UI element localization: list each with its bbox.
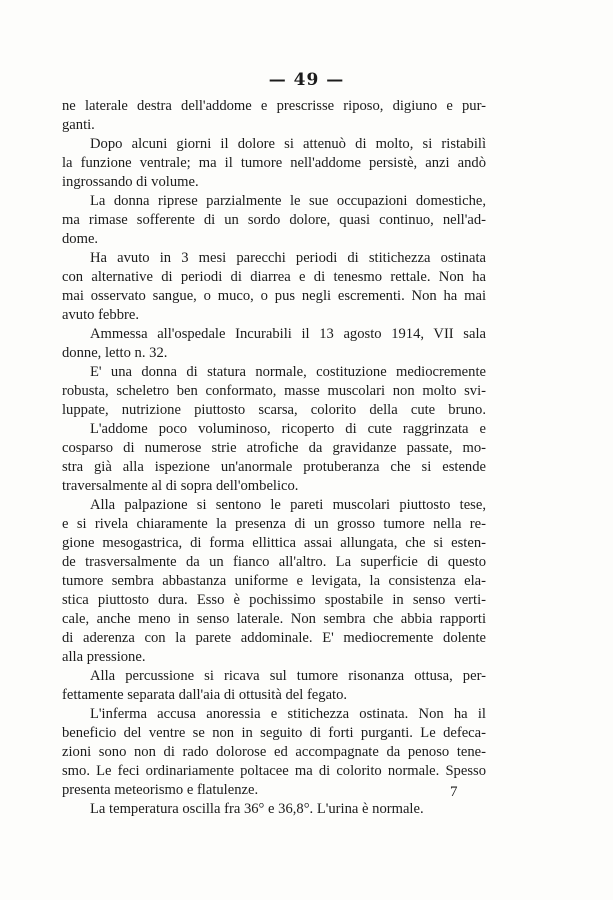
page-number: — 49 —	[268, 70, 345, 90]
text-line: la funzione ventrale; ma il tumore nell'addome persistè, anzi andò	[62, 155, 486, 171]
text-line: Alla percussione si ricava sul tumore risonanza ottusa, per-	[90, 668, 486, 684]
text-line: traversalmente al di sopra dell'ombelico.	[62, 478, 299, 494]
text-line: di aderenza con la parete addominale. E' mediocremente dolente	[62, 630, 486, 646]
text-line: La temperatura oscilla fra 36° e 36,8°. L'urina è normale.	[90, 801, 424, 817]
text-line: ma rimase sofferente di un sordo dolore, quasi continuo, nell'ad-	[62, 212, 486, 228]
text-line: cosparso di numerose strie atrofiche da gravidanze passate, mo-	[62, 440, 486, 456]
text-line: dome.	[62, 231, 99, 247]
text-line: gione mesogastrica, di forma ellittica assai allungata, che si esten-	[62, 535, 486, 551]
text-line: robusta, scheletro ben conformato, masse muscolari non molto svi-	[62, 383, 486, 399]
text-line: mai osservato sangue, o muco, o pus negli escrementi. Non ha mai	[62, 288, 486, 304]
text-line: smo. Le feci ordinariamente poltacee ma di colorito normale. Spesso	[62, 763, 486, 779]
text-line: Ha avuto in 3 mesi parecchi periodi di stitichezza ostinata	[90, 250, 486, 266]
text-line: Ammessa all'ospedale Incurabili il 13 agosto 1914, VII sala	[90, 326, 486, 342]
text-line: ne laterale destra dell'addome e prescrisse riposo, digiuno e pur-	[62, 98, 486, 114]
text-line: ingrossando di volume.	[62, 174, 199, 190]
text-line: avuto febbre.	[62, 307, 139, 323]
body-text	[62, 97, 486, 819]
text-line: tumore sembra abbastanza uniforme e levigata, la consistenza ela-	[62, 573, 486, 589]
text-line: cale, anche meno in senso laterale. Non sembra che abbia rapporti	[62, 611, 486, 627]
text-line: ganti.	[62, 117, 95, 133]
text-line: luppate, nutrizione piuttosto scarsa, colorito della cute bruno.	[62, 402, 486, 418]
text-line: Alla palpazione si sentono le pareti muscolari piuttosto tese,	[90, 497, 486, 513]
text-line: zioni sono non di rado dolorose ed accompagnate da penoso tene-	[62, 744, 486, 760]
text-line: fettamente separata dall'aia di ottusità del fegato.	[62, 687, 348, 703]
text-line: e si rivela chiaramente la presenza di un grosso tumore nella re-	[62, 516, 486, 532]
text-line: E' una donna di statura normale, costituzione mediocremente	[90, 364, 486, 380]
text-line: beneficio del ventre se non in seguito di forti purganti. Le defeca-	[62, 725, 486, 741]
text-line: de trasversalmente da un fianco all'altro. La superficie di questo	[62, 554, 486, 570]
text-line: alla pressione.	[62, 649, 146, 665]
text-line: stra già alla ispezione un'anormale protuberanza che si estende	[62, 459, 486, 475]
text-line: L'addome poco voluminoso, ricoperto di cute raggrinzata e	[90, 421, 486, 437]
signature-mark: 7	[450, 784, 458, 800]
text-line: donne, letto n. 32.	[62, 345, 168, 361]
text-line: stica piuttosto dura. Esso è pochissimo spostabile in senso verti-	[62, 592, 486, 608]
text-line: La donna riprese parzialmente le sue occupazioni domestiche,	[90, 193, 486, 209]
text-line: L'inferma accusa anoressia e stitichezza ostinata. Non ha il	[90, 706, 486, 722]
text-line: presenta meteorismo e flatulenze.	[62, 782, 259, 798]
text-line: Dopo alcuni giorni il dolore si attenuò di molto, si ristabilì	[90, 136, 486, 152]
text-line: con alternative di periodi di diarrea e di tenesmo rettale. Non ha	[62, 269, 486, 285]
